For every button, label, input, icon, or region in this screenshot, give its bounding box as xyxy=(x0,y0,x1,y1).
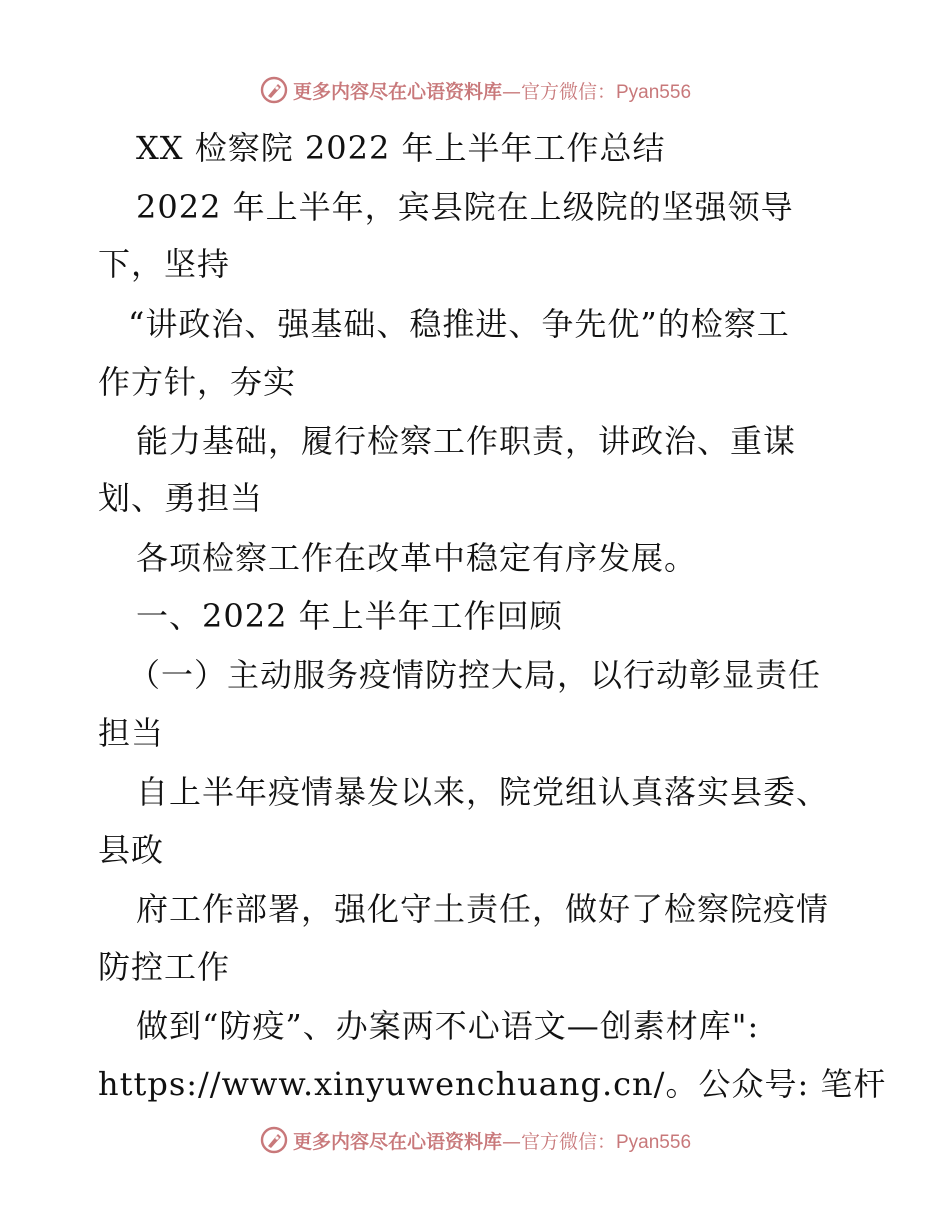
watermark-suffix-label: 官方微信： xyxy=(520,80,616,103)
paragraph-line: 做到“防疫”、办案两不心语文—创素材库": xyxy=(136,1007,760,1045)
watermark-wechat-id: Pyan556 xyxy=(616,81,692,103)
paragraph-line: 自上半年疫情暴发以来，院党组认真落实县委、 xyxy=(136,773,830,811)
paragraph-line: 划、勇担当 xyxy=(98,479,264,517)
paragraph-line: 下，坚持 xyxy=(98,245,231,283)
section-heading: 一、2022 年上半年工作回顾 xyxy=(136,597,563,635)
pen-nib-circle-icon xyxy=(259,1125,289,1155)
footer-watermark xyxy=(0,1122,950,1158)
paragraph-line: 作方针，夯实 xyxy=(98,363,297,401)
watermark-wechat-id: Pyan556 xyxy=(616,1131,692,1153)
watermark-separator: — xyxy=(501,1130,521,1153)
header-watermark xyxy=(0,72,950,108)
subsection-heading-cont: 担当 xyxy=(98,714,165,752)
document-title: XX 检察院 2022 年上半年工作总结 xyxy=(136,129,666,167)
paragraph-line: 2022 年上半年，宾县院在上级院的坚强领导 xyxy=(136,188,794,226)
paragraph-line: https://www.xinyuwenchuang.cn/。公众号: 笔杆 xyxy=(98,1065,887,1103)
paragraph-line: “讲政治、强基础、稳推进、争先优”的检察工 xyxy=(128,305,790,343)
watermark-main-text: 更多内容尽在心语资料库 xyxy=(292,1130,502,1153)
pen-nib-circle-icon xyxy=(259,75,289,105)
watermark-text xyxy=(293,77,691,104)
watermark-text xyxy=(293,1127,691,1154)
paragraph-line: 县政 xyxy=(98,831,165,869)
watermark-main-text: 更多内容尽在心语资料库 xyxy=(292,80,502,103)
paragraph-line: 能力基础，履行检察工作职责，讲政治、重谋 xyxy=(136,422,797,460)
paragraph-line: 府工作部署，强化守土责任，做好了检察院疫情 xyxy=(136,890,830,928)
subsection-heading: （一）主动服务疫情防控大局，以行动彰显责任 xyxy=(128,656,822,694)
paragraph-line: 各项检察工作在改革中稳定有序发展。 xyxy=(136,539,698,577)
watermark-suffix-label: 官方微信： xyxy=(520,1130,616,1153)
watermark-separator: — xyxy=(501,80,521,103)
paragraph-line: 防控工作 xyxy=(98,948,231,986)
